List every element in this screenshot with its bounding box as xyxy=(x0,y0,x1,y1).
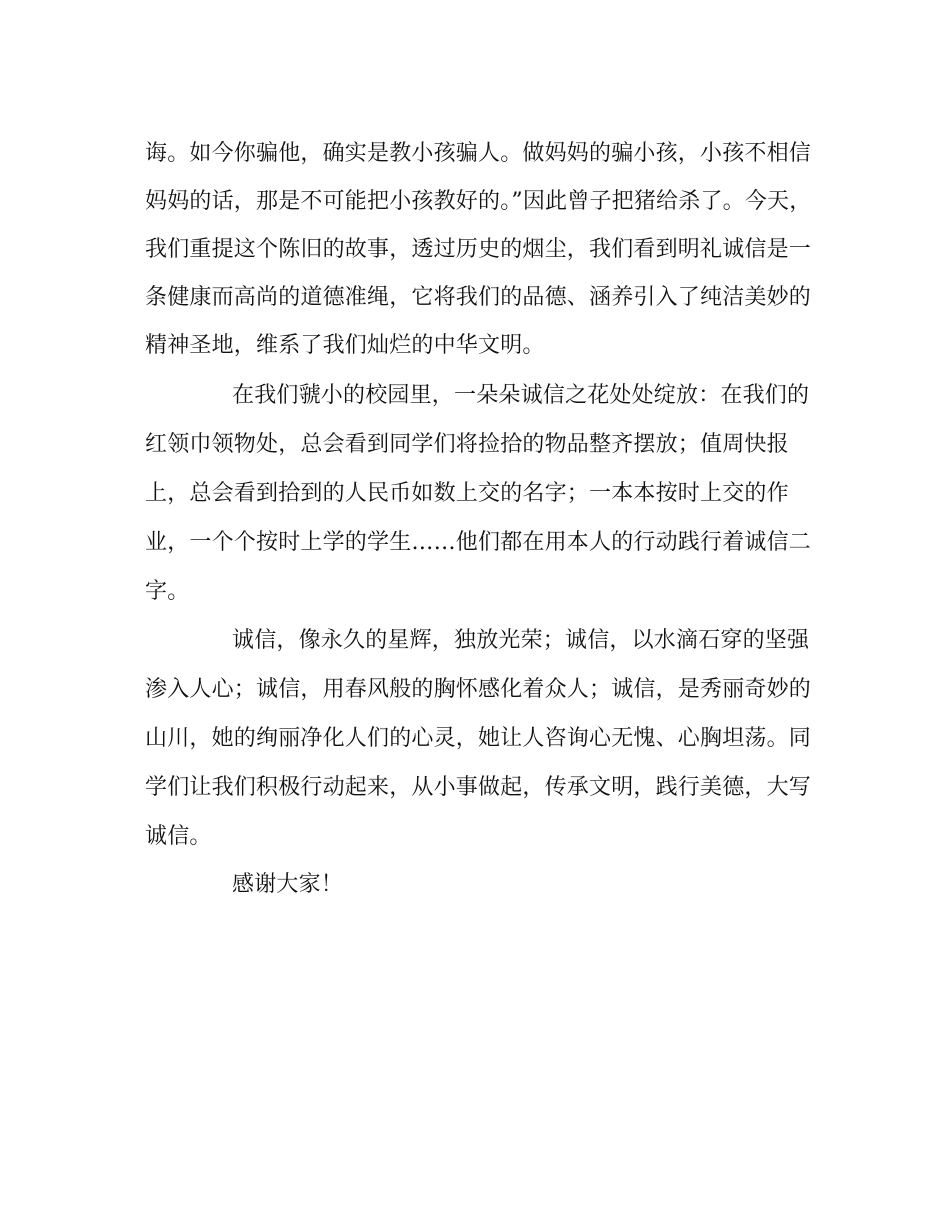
paragraph-3-line-3: 山川，她的绚丽净化人们的心灵，她让人咨询心无愧、心胸坦荡。同 xyxy=(145,726,812,751)
paragraph-2-line-2: 红领巾领物处，总会看到同学们将捡拾的物品整齐摆放；值周快报 xyxy=(145,432,789,457)
paragraph-3-line-1: 诚信，像永久的星辉，独放光荣；诚信，以水滴石穿的坚强 xyxy=(232,628,810,653)
paragraph-2-line-5: 字。 xyxy=(145,579,190,604)
text-line-5: 精神圣地，维系了我们灿烂的中华文明。 xyxy=(145,333,545,358)
paragraph-2-line-1: 在我们虢小的校园里，一朵朵诚信之花处处绽放：在我们的 xyxy=(232,383,810,408)
paragraph-2-line-4: 业，一个个按时上学的学生……他们都在用本人的行动践行着诚信二 xyxy=(145,530,812,555)
text-line-4: 条健康而高尚的道德准绳，它将我们的品德、涵养引入了纯洁美妙的 xyxy=(145,285,812,310)
paragraph-3-line-4: 学们让我们积极行动起来，从小事做起，传承文明，践行美德，大写 xyxy=(145,775,812,800)
text-line-2: 妈妈的话，那是不可能把小孩教好的。”因此曾子把猪给杀了。今天， xyxy=(145,189,812,214)
closing-line: 感谢大家！ xyxy=(232,872,344,897)
text-line-1: 诲。如今你骗他，确实是教小孩骗人。做妈妈的骗小孩，小孩不相信 xyxy=(145,141,812,166)
text-line-3: 我们重提这个陈旧的故事，透过历史的烟尘，我们看到明礼诚信是一 xyxy=(145,237,812,262)
paragraph-3-line-5: 诚信。 xyxy=(145,824,212,849)
paragraph-3-line-2: 渗入人心；诚信，用春风般的胸怀感化着众人；诚信，是秀丽奇妙的 xyxy=(145,677,812,702)
paragraph-2-line-3: 上，总会看到拾到的人民币如数上交的名字；一本本按时上交的作 xyxy=(145,481,789,506)
